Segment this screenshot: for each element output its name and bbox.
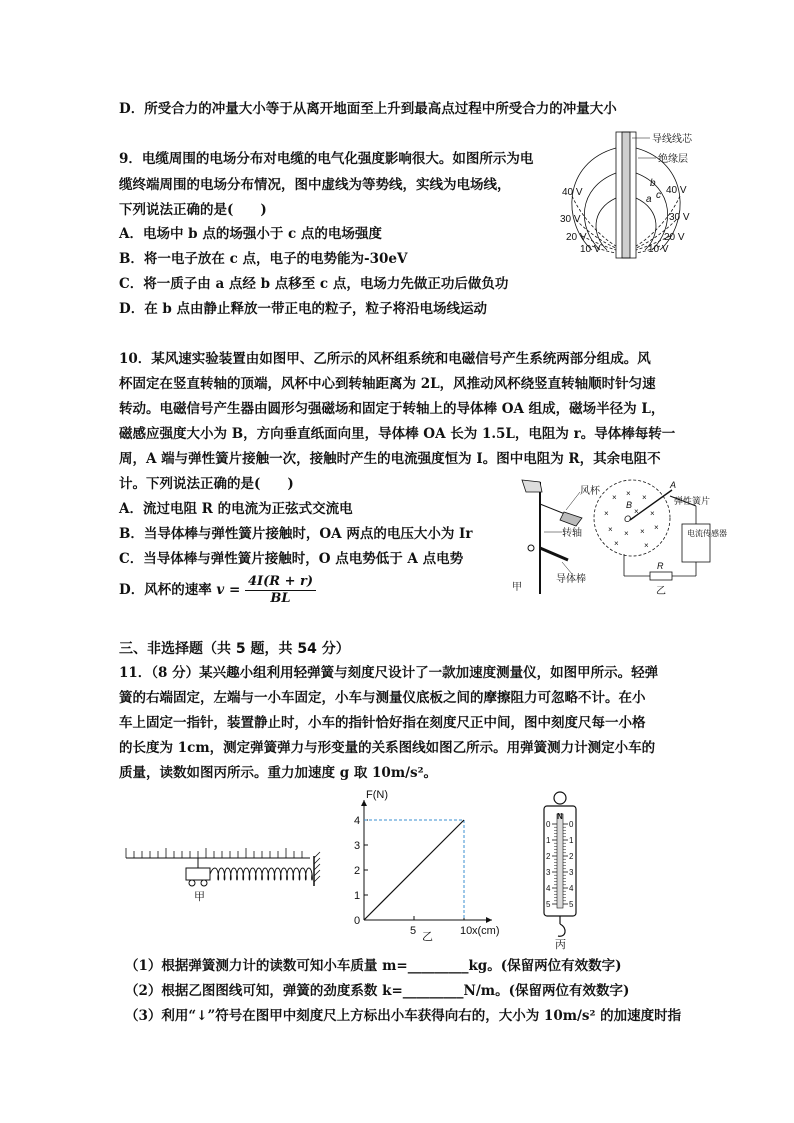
svg-text:×: ×	[634, 507, 639, 516]
label-c: c	[656, 190, 661, 201]
q10-option-a: A．流过电阻 R 的电流为正弦式交流电	[119, 501, 353, 517]
chart-caption: 乙	[422, 931, 433, 943]
label-rod: 导体棒	[556, 574, 586, 585]
label-40v-right: 40 V	[666, 185, 687, 196]
gauge-label-right: 4	[569, 884, 574, 893]
series-line	[364, 820, 464, 920]
q9-stem-line-2: 缆终端周围的电场分布情况，图中虚线为等势线，实线为电场线，	[119, 177, 511, 193]
x-axis-arrow	[486, 917, 492, 923]
gauge-label-right: 5	[569, 900, 574, 909]
svg-text:×: ×	[642, 493, 647, 502]
q10-stem-line-3: 转动。电磁信号产生器由圆形匀强磁场和固定于转轴上的导体棒 OA 组成，磁场半径为 L，	[119, 401, 665, 417]
q10-stem-line-4: 磁感应强度大小为 B，方向垂直纸面向里，导体棒 OA 长为 1.5L，电阻为 r。导体棒每转一	[119, 426, 676, 442]
q11-fig-jia	[124, 838, 324, 904]
svg-text:×: ×	[644, 541, 649, 550]
label-10v-left: 10 V	[580, 244, 601, 255]
label-spring-leaf: 弹性簧片	[674, 496, 711, 506]
q11-stem-line-1: 11．（8 分）某兴趣小组利用轻弹簧与刻度尺设计了一款加速度测量仪，如图甲所示。轻弹	[119, 665, 659, 681]
q9-option-c: C．将一质子由 a 点经 b 点移至 c 点，电场力先做正功后做负功	[119, 276, 509, 292]
cart	[186, 868, 210, 880]
gauge-N: N	[557, 812, 563, 821]
label-cup: 风杯	[580, 486, 600, 497]
svg-text:×: ×	[654, 523, 659, 532]
x-tick-label: 10	[460, 925, 473, 937]
q11-stem-line-4: 的长度为 1cm，测定弹簧弹力与形变量的关系图线如图乙所示。用弹簧测力计测定小车的	[119, 740, 656, 756]
q10-figure	[484, 474, 734, 600]
svg-text:×: ×	[626, 489, 631, 498]
q10-option-d-prefix: D．风杯的速率	[119, 582, 212, 598]
q11-subquestion-2: （2）根据乙图图线可知，弹簧的劲度系数 k=_________N/m。(保留两位有效数字)	[125, 983, 630, 999]
label-20v-right: 20 V	[664, 232, 685, 243]
svg-text:×: ×	[640, 527, 645, 536]
y-tick-label: 2	[354, 865, 361, 877]
gauge-label-right: 1	[569, 836, 574, 845]
label-O: O	[624, 514, 632, 524]
gauge-label-left: 2	[546, 852, 551, 861]
label-bing: 丙	[555, 939, 566, 950]
svg-text:×: ×	[608, 525, 613, 534]
label-A: A	[670, 480, 677, 490]
gauge-label-left: 1	[546, 836, 551, 845]
q10-option-d	[119, 574, 316, 607]
q9-option-b: B．将一电子放在 c 点，电子的电势能为-30eV	[119, 251, 408, 267]
label-10v-right: 10 V	[648, 244, 669, 255]
q11-stem-line-2: 簧的右端固定，左端与一小车固定，小车与测量仪底板之间的摩擦阻力可忽略不计。在小	[119, 690, 646, 706]
y-axis-label: F(N)	[366, 789, 388, 801]
label-core: 导线线芯	[652, 134, 692, 145]
label-jia-q11: 甲	[194, 891, 205, 903]
label-sensor: 电流传感器	[687, 529, 727, 538]
q10-option-d-var: v =	[216, 582, 241, 598]
svg-text:×: ×	[612, 493, 617, 502]
q11-subquestion-3: （3）利用“↓”符号在图甲中刻度尺上方标出小车获得向右的，大小为 10m/s² 的加速度时指	[125, 1008, 682, 1024]
y-tick-label: 4	[354, 815, 361, 827]
svg-text:×: ×	[604, 509, 609, 518]
label-insulation: 绝缘层	[658, 154, 688, 165]
q10-option-b: B．当导体棒与弹性簧片接触时，OA 两点的电压大小为 Ir	[119, 526, 473, 542]
label-30v-right: 30 V	[669, 212, 690, 223]
gauge-label-left: 3	[546, 868, 551, 877]
label-jia: 甲	[512, 582, 522, 593]
label-30v-left: 30 V	[560, 214, 581, 225]
q9-stem-line-1: 9．电缆周围的电场分布对电缆的电气化强度影响很大。如图所示为电	[119, 151, 534, 167]
gauge-label-right: 3	[569, 868, 574, 877]
gauge-label-left: 5	[546, 900, 551, 909]
fraction-denominator: BL	[270, 591, 291, 606]
svg-text:×: ×	[624, 529, 629, 538]
gauge-label-right: 0	[569, 820, 574, 829]
svg-text:×: ×	[650, 509, 655, 518]
q10-stem-line-2: 杯固定在竖直转轴的顶端，风杯中心到转轴距离为 2L，风推动风杯绕竖直转轴顺时针匀速	[119, 376, 656, 392]
q10-option-c: C．当导体棒与弹性簧片接触时，O 点电势低于 A 点电势	[119, 551, 464, 567]
label-R: R	[657, 561, 664, 571]
spring	[210, 868, 312, 880]
q8-option-d: D．所受合力的冲量大小等于从离开地面至上升到最高点过程中所受合力的冲量大小	[119, 101, 617, 117]
y-tick-label: 0	[354, 915, 361, 927]
q11-stem-line-3: 车上固定一指针，装置静止时，小车的指针恰好指在刻度尺正中间，图中刻度尺每一小格	[119, 715, 646, 731]
q10-stem-line-5: 周，A 端与弹性簧片接触一次，接触时产生的电流强度恒为 I。图中电阻为 R，其余电阻不	[119, 451, 661, 467]
q11-fx-chart	[330, 788, 510, 946]
y-tick-label: 1	[354, 890, 361, 902]
section-heading: 三、非选择题（共 5 题，共 54 分）	[119, 641, 350, 657]
q11-stem-line-5: 质量，读数如图丙所示。重力加速度 g 取 10m/s²。	[119, 765, 438, 781]
gauge-label-left: 4	[546, 884, 551, 893]
q10-option-d-fraction	[245, 574, 316, 607]
q9-option-d: D．在 b 点由静止释放一带正电的粒子，粒子将沿电场线运动	[119, 301, 488, 317]
y-tick-label: 3	[354, 840, 361, 852]
ruler	[126, 848, 302, 858]
label-b: b	[650, 178, 656, 189]
gauge-label-left: 0	[546, 820, 551, 829]
x-tick-label: 5	[410, 925, 417, 937]
q9-cable-figure	[552, 128, 702, 260]
fraction-numerator: 4I(R + r)	[245, 574, 316, 591]
q9-stem-line-3: 下列说法正确的是( )	[119, 202, 267, 218]
q10-stem-line-1: 10．某风速实验装置由如图甲、乙所示的风杯组系统和电磁信号产生系统两部分组成。风	[119, 351, 651, 367]
label-20v-left: 20 V	[566, 232, 587, 243]
label-B: B	[626, 500, 633, 510]
q10-stem-line-6: 计。下列说法正确的是( )	[119, 476, 294, 492]
svg-text:×: ×	[614, 539, 619, 548]
label-yi-q10: 乙	[656, 586, 666, 597]
x-axis-label: x(cm)	[472, 925, 500, 937]
label-40v-left: 40 V	[562, 187, 583, 198]
cable-core	[622, 132, 630, 258]
q11-subquestion-1: （1）根据弹簧测力计的读数可知小车质量 m=_________kg。(保留两位有效数字)	[125, 958, 622, 974]
label-a: a	[646, 194, 652, 205]
gauge-label-right: 2	[569, 852, 574, 861]
q9-option-a: A．电场中 b 点的场强小于 c 点的电场强度	[119, 226, 382, 242]
label-axis: 转轴	[562, 528, 582, 539]
q11-spring-scale	[530, 788, 590, 950]
